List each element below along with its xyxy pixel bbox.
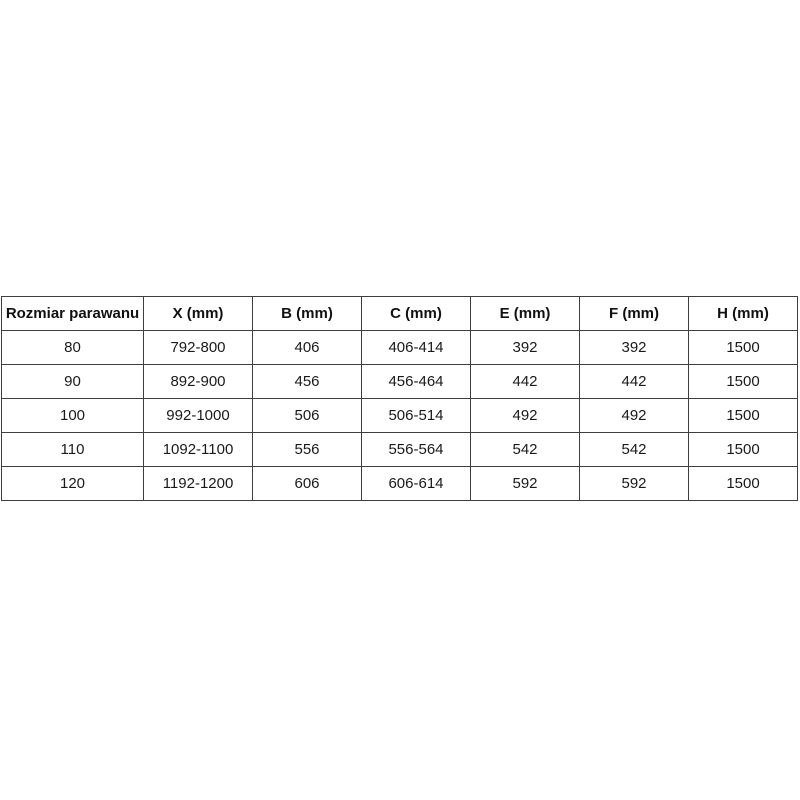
- table-cell: 392: [580, 331, 689, 365]
- table-row: [2, 399, 798, 433]
- table-cell: 1092-1100: [144, 433, 253, 467]
- table-row: [2, 433, 798, 467]
- table-cell: 592: [471, 467, 580, 501]
- column-header-c: C (mm): [362, 297, 471, 331]
- table-cell: 1500: [689, 467, 798, 501]
- table-cell: 492: [580, 399, 689, 433]
- table-cell: 556-564: [362, 433, 471, 467]
- dimensions-table: [1, 296, 798, 501]
- table-cell: 1192-1200: [144, 467, 253, 501]
- column-header-x: X (mm): [144, 297, 253, 331]
- table-row: [2, 365, 798, 399]
- column-header-b: B (mm): [253, 297, 362, 331]
- table-cell: 1500: [689, 433, 798, 467]
- column-header-h: H (mm): [689, 297, 798, 331]
- table-cell: 120: [2, 467, 144, 501]
- table-cell: 992-1000: [144, 399, 253, 433]
- table-cell: 542: [471, 433, 580, 467]
- table-cell: 442: [471, 365, 580, 399]
- table-cell: 110: [2, 433, 144, 467]
- table-cell: 506-514: [362, 399, 471, 433]
- table-row: [2, 331, 798, 365]
- table-cell: 506: [253, 399, 362, 433]
- table-cell: 1500: [689, 399, 798, 433]
- table-cell: 392: [471, 331, 580, 365]
- table-cell: 892-900: [144, 365, 253, 399]
- table-cell: 442: [580, 365, 689, 399]
- table-cell: 542: [580, 433, 689, 467]
- table-cell: 456-464: [362, 365, 471, 399]
- column-header-f: F (mm): [580, 297, 689, 331]
- table-cell: 406-414: [362, 331, 471, 365]
- table-cell: 1500: [689, 331, 798, 365]
- table-cell: 456: [253, 365, 362, 399]
- table-cell: 592: [580, 467, 689, 501]
- table-cell: 100: [2, 399, 144, 433]
- column-header-e: E (mm): [471, 297, 580, 331]
- table-cell: 606: [253, 467, 362, 501]
- table-cell: 1500: [689, 365, 798, 399]
- table-cell: 606-614: [362, 467, 471, 501]
- table-cell: 556: [253, 433, 362, 467]
- table-cell: 792-800: [144, 331, 253, 365]
- table-cell: 492: [471, 399, 580, 433]
- table-cell: 80: [2, 331, 144, 365]
- column-header-rozmiar: Rozmiar parawanu: [2, 297, 144, 331]
- table-row: [2, 467, 798, 501]
- table-cell: 406: [253, 331, 362, 365]
- header-row: [2, 297, 798, 331]
- table-cell: 90: [2, 365, 144, 399]
